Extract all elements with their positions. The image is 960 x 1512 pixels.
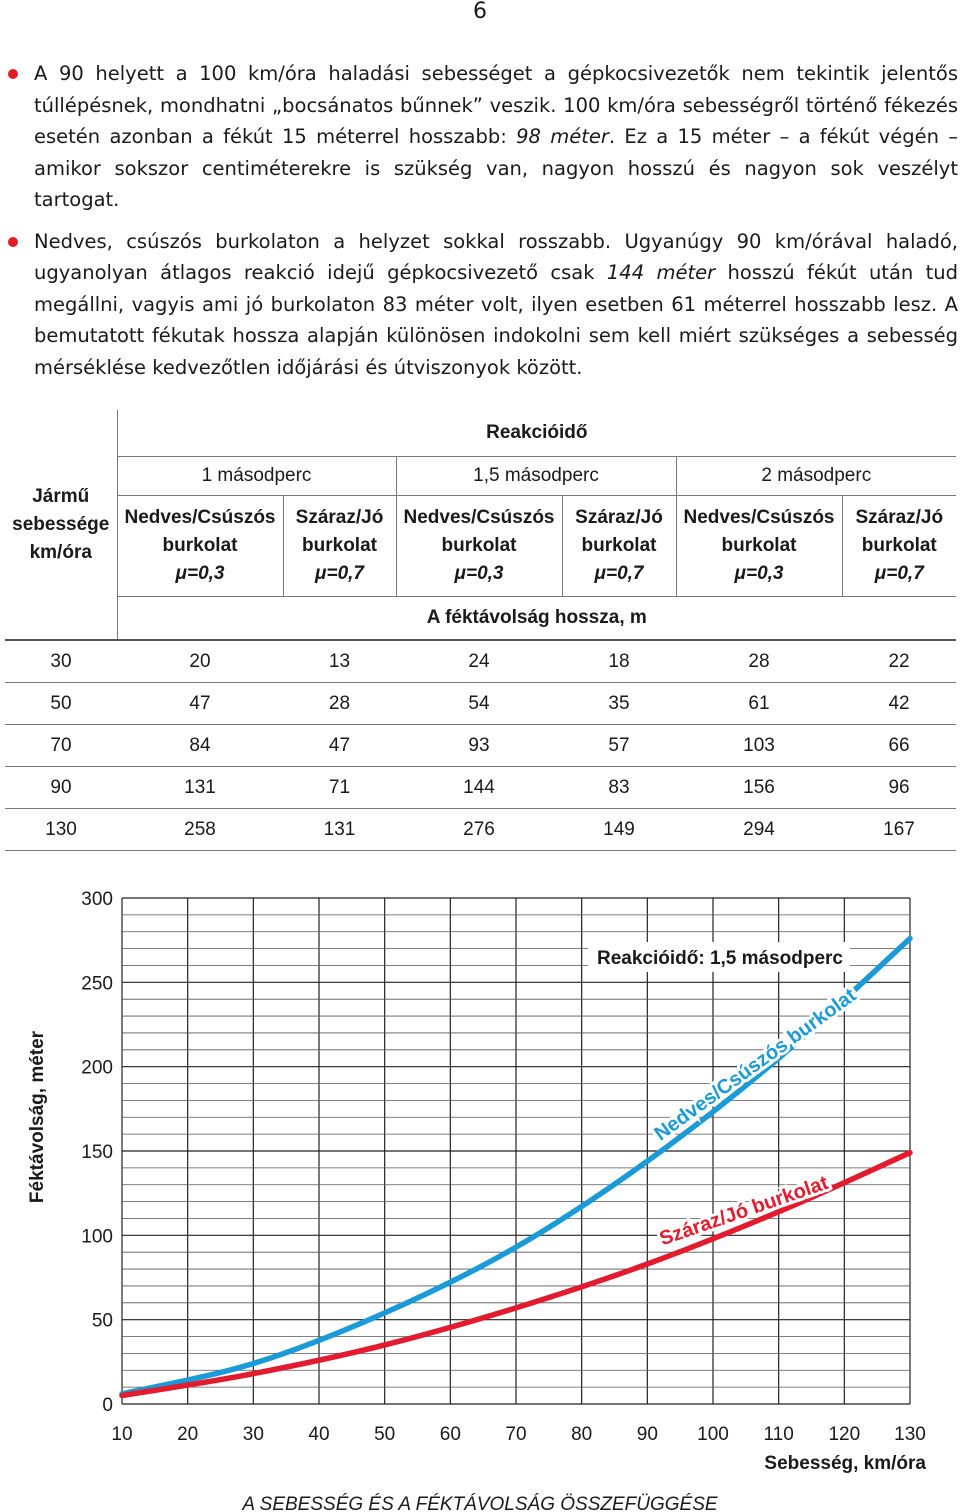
distance-cell: 71 <box>283 767 396 809</box>
distance-cell: 258 <box>117 809 283 851</box>
distance-cell: 42 <box>842 683 956 725</box>
speed-cell: 50 <box>5 683 117 725</box>
distance-cell: 131 <box>117 767 283 809</box>
y-tick-label: 250 <box>81 973 113 995</box>
distance-cell: 35 <box>562 683 676 725</box>
page-number: 6 <box>473 0 487 24</box>
distance-cell: 22 <box>842 640 956 683</box>
speed-cell: 90 <box>5 767 117 809</box>
distance-cell: 103 <box>676 725 842 767</box>
distance-cell: 47 <box>283 725 396 767</box>
speed-cell: 130 <box>5 809 117 851</box>
surface-header <box>562 496 676 597</box>
chart-caption: A SEBESSÉG ÉS A FÉKTÁVOLSÁG ÖSSZEFÜGGÉSE <box>242 1494 718 1512</box>
group-header: 1,5 másodperc <box>396 457 676 496</box>
table-row <box>5 640 956 683</box>
distance-cell: 66 <box>842 725 956 767</box>
friction-coefficient: μ=0,7 <box>315 563 364 584</box>
x-tick-labels <box>111 1424 925 1445</box>
distance-cell: 28 <box>676 640 842 683</box>
distance-cell: 54 <box>396 683 562 725</box>
chart-grid <box>122 898 910 1404</box>
surface-word: burkolat <box>581 535 657 556</box>
group-header: 2 másodperc <box>676 457 956 496</box>
distance-cell: 28 <box>283 683 396 725</box>
distance-cell: 47 <box>117 683 283 725</box>
surface-word: burkolat <box>441 535 517 556</box>
distance-cell: 24 <box>396 640 562 683</box>
friction-coefficient: μ=0,7 <box>594 563 644 584</box>
x-tick-label: 70 <box>505 1424 527 1445</box>
distance-cell: 156 <box>676 767 842 809</box>
surface-word: burkolat <box>302 535 377 556</box>
surface-word: burkolat <box>721 535 797 556</box>
distance-cell: 20 <box>117 640 283 683</box>
x-tick-label: 20 <box>177 1424 199 1445</box>
speed-header-text: Jármű sebessége km/óra <box>12 485 110 563</box>
unit-row: A féktávolság hossza, m <box>117 597 956 641</box>
speed-cell: 30 <box>5 640 117 683</box>
table-row <box>5 767 956 809</box>
y-tick-label: 300 <box>81 889 113 910</box>
y-tick-label: 150 <box>81 1142 113 1163</box>
chart-title: Reakcióidő: 1,5 másodperc <box>596 948 844 969</box>
surface-name: Nedves/Csúszós <box>403 507 555 528</box>
bullet-text-part: hosszú fékút után tud megállni, vagyis ami jó burkolaton 83 méter volt, ilyen esetben 61 méterrel hosszabb lesz. A bemutatott fékutak hossza alapján különösen indokolni sem kell miért szükséges a sebesség mérséklése kedvezőtlen időjárási és útviszonyok között. <box>34 261 958 379</box>
braking-distance-table <box>5 410 956 851</box>
y-tick-label: 50 <box>91 1310 113 1332</box>
bullet-dot-icon <box>8 69 18 79</box>
table-row <box>5 725 956 767</box>
surface-word: burkolat <box>162 535 238 556</box>
braking-distance-chart <box>0 870 960 1512</box>
bullet-dot-icon <box>8 237 18 247</box>
x-tick-label: 90 <box>636 1424 658 1445</box>
distance-cell: 57 <box>562 725 676 767</box>
reaction-header: Reakcióidő <box>117 410 956 457</box>
x-tick-label: 100 <box>697 1424 729 1445</box>
distance-cell: 13 <box>283 640 396 683</box>
table-body <box>5 640 956 851</box>
table-row <box>5 683 956 725</box>
distance-cell: 93 <box>396 725 562 767</box>
bullet-text-part: A 90 helyett a 100 km/óra haladási sebességet a gépkocsivezetők nem tekintik jelentős túllépésnek, mondhatni „bocsánatos bűnnek” veszik. 100 km/óra sebességről történő fékezés esetén azonban a fékút 15 méterrel hosszabb: <box>34 62 958 148</box>
table-row <box>5 809 956 851</box>
x-tick-label: 110 <box>763 1424 794 1445</box>
y-tick-labels <box>81 889 113 1416</box>
bullet-text-part: Nedves, csúszós burkolaton a helyzet sokkal rosszabb. Ugyanúgy 90 km/órával haladó, ugyanolyan átlagos reakció idejű gépkocsivezető csak <box>34 229 958 284</box>
distance-cell: 131 <box>283 809 396 851</box>
friction-coefficient: μ=0,3 <box>454 563 504 584</box>
bullet-list <box>8 58 958 393</box>
x-tick-label: 80 <box>571 1424 593 1445</box>
distance-cell: 294 <box>676 809 842 851</box>
x-tick-label: 50 <box>374 1424 396 1445</box>
friction-coefficient: μ=0,3 <box>734 563 784 584</box>
surface-name: Száraz/Jó <box>295 507 384 528</box>
x-tick-label: 10 <box>111 1424 133 1445</box>
distance-cell: 144 <box>396 767 562 809</box>
bullet-text-italic: 144 méter <box>606 261 716 284</box>
distance-cell: 276 <box>396 809 562 851</box>
surface-header <box>283 496 396 597</box>
friction-coefficient: μ=0,3 <box>175 563 225 584</box>
bullet-item <box>8 58 958 216</box>
x-tick-label: 120 <box>828 1424 861 1445</box>
distance-cell: 84 <box>117 725 283 767</box>
surface-word: burkolat <box>861 535 937 556</box>
bullet-item <box>8 226 958 384</box>
group-header: 1 másodperc <box>117 457 396 496</box>
y-tick-label: 100 <box>81 1226 113 1248</box>
x-tick-label: 130 <box>894 1424 926 1445</box>
surface-header <box>676 496 842 597</box>
series-label: Nedves/Csúszós burkolat <box>650 984 861 1146</box>
distance-cell: 167 <box>842 809 956 851</box>
bullet-text-part: . Ez a 15 méter – a fékút végén – amikor sokszor centiméterekre is szükség van, nagyon hosszú és nagyon sok veszélyt tartogat. <box>34 125 958 211</box>
surface-header <box>842 496 956 597</box>
surface-header <box>396 496 562 597</box>
distance-cell: 149 <box>562 809 676 851</box>
y-tick-label: 200 <box>81 1057 113 1079</box>
distance-cell: 96 <box>842 767 956 809</box>
distance-cell: 83 <box>562 767 676 809</box>
surface-name: Száraz/Jó <box>855 507 944 528</box>
y-tick-label: 0 <box>102 1395 113 1416</box>
surface-header <box>117 496 283 597</box>
x-tick-label: 30 <box>242 1424 264 1445</box>
speed-cell: 70 <box>5 725 117 767</box>
bullet-text-italic: 98 méter <box>516 125 609 148</box>
y-axis-label: Féktávolság, méter <box>27 1030 48 1204</box>
distance-cell: 18 <box>562 640 676 683</box>
speed-header <box>5 410 117 640</box>
x-tick-label: 60 <box>439 1424 461 1445</box>
distance-cell: 61 <box>676 683 842 725</box>
x-axis-label: Sebesség, km/óra <box>764 1453 926 1474</box>
surface-name: Nedves/Csúszós <box>683 507 835 528</box>
surface-name: Száraz/Jó <box>575 507 663 528</box>
surface-name: Nedves/Csúszós <box>124 507 276 528</box>
x-tick-label: 40 <box>308 1424 330 1445</box>
friction-coefficient: μ=0,7 <box>874 563 924 584</box>
series-label: Száraz/Jó burkolat <box>656 1171 832 1251</box>
